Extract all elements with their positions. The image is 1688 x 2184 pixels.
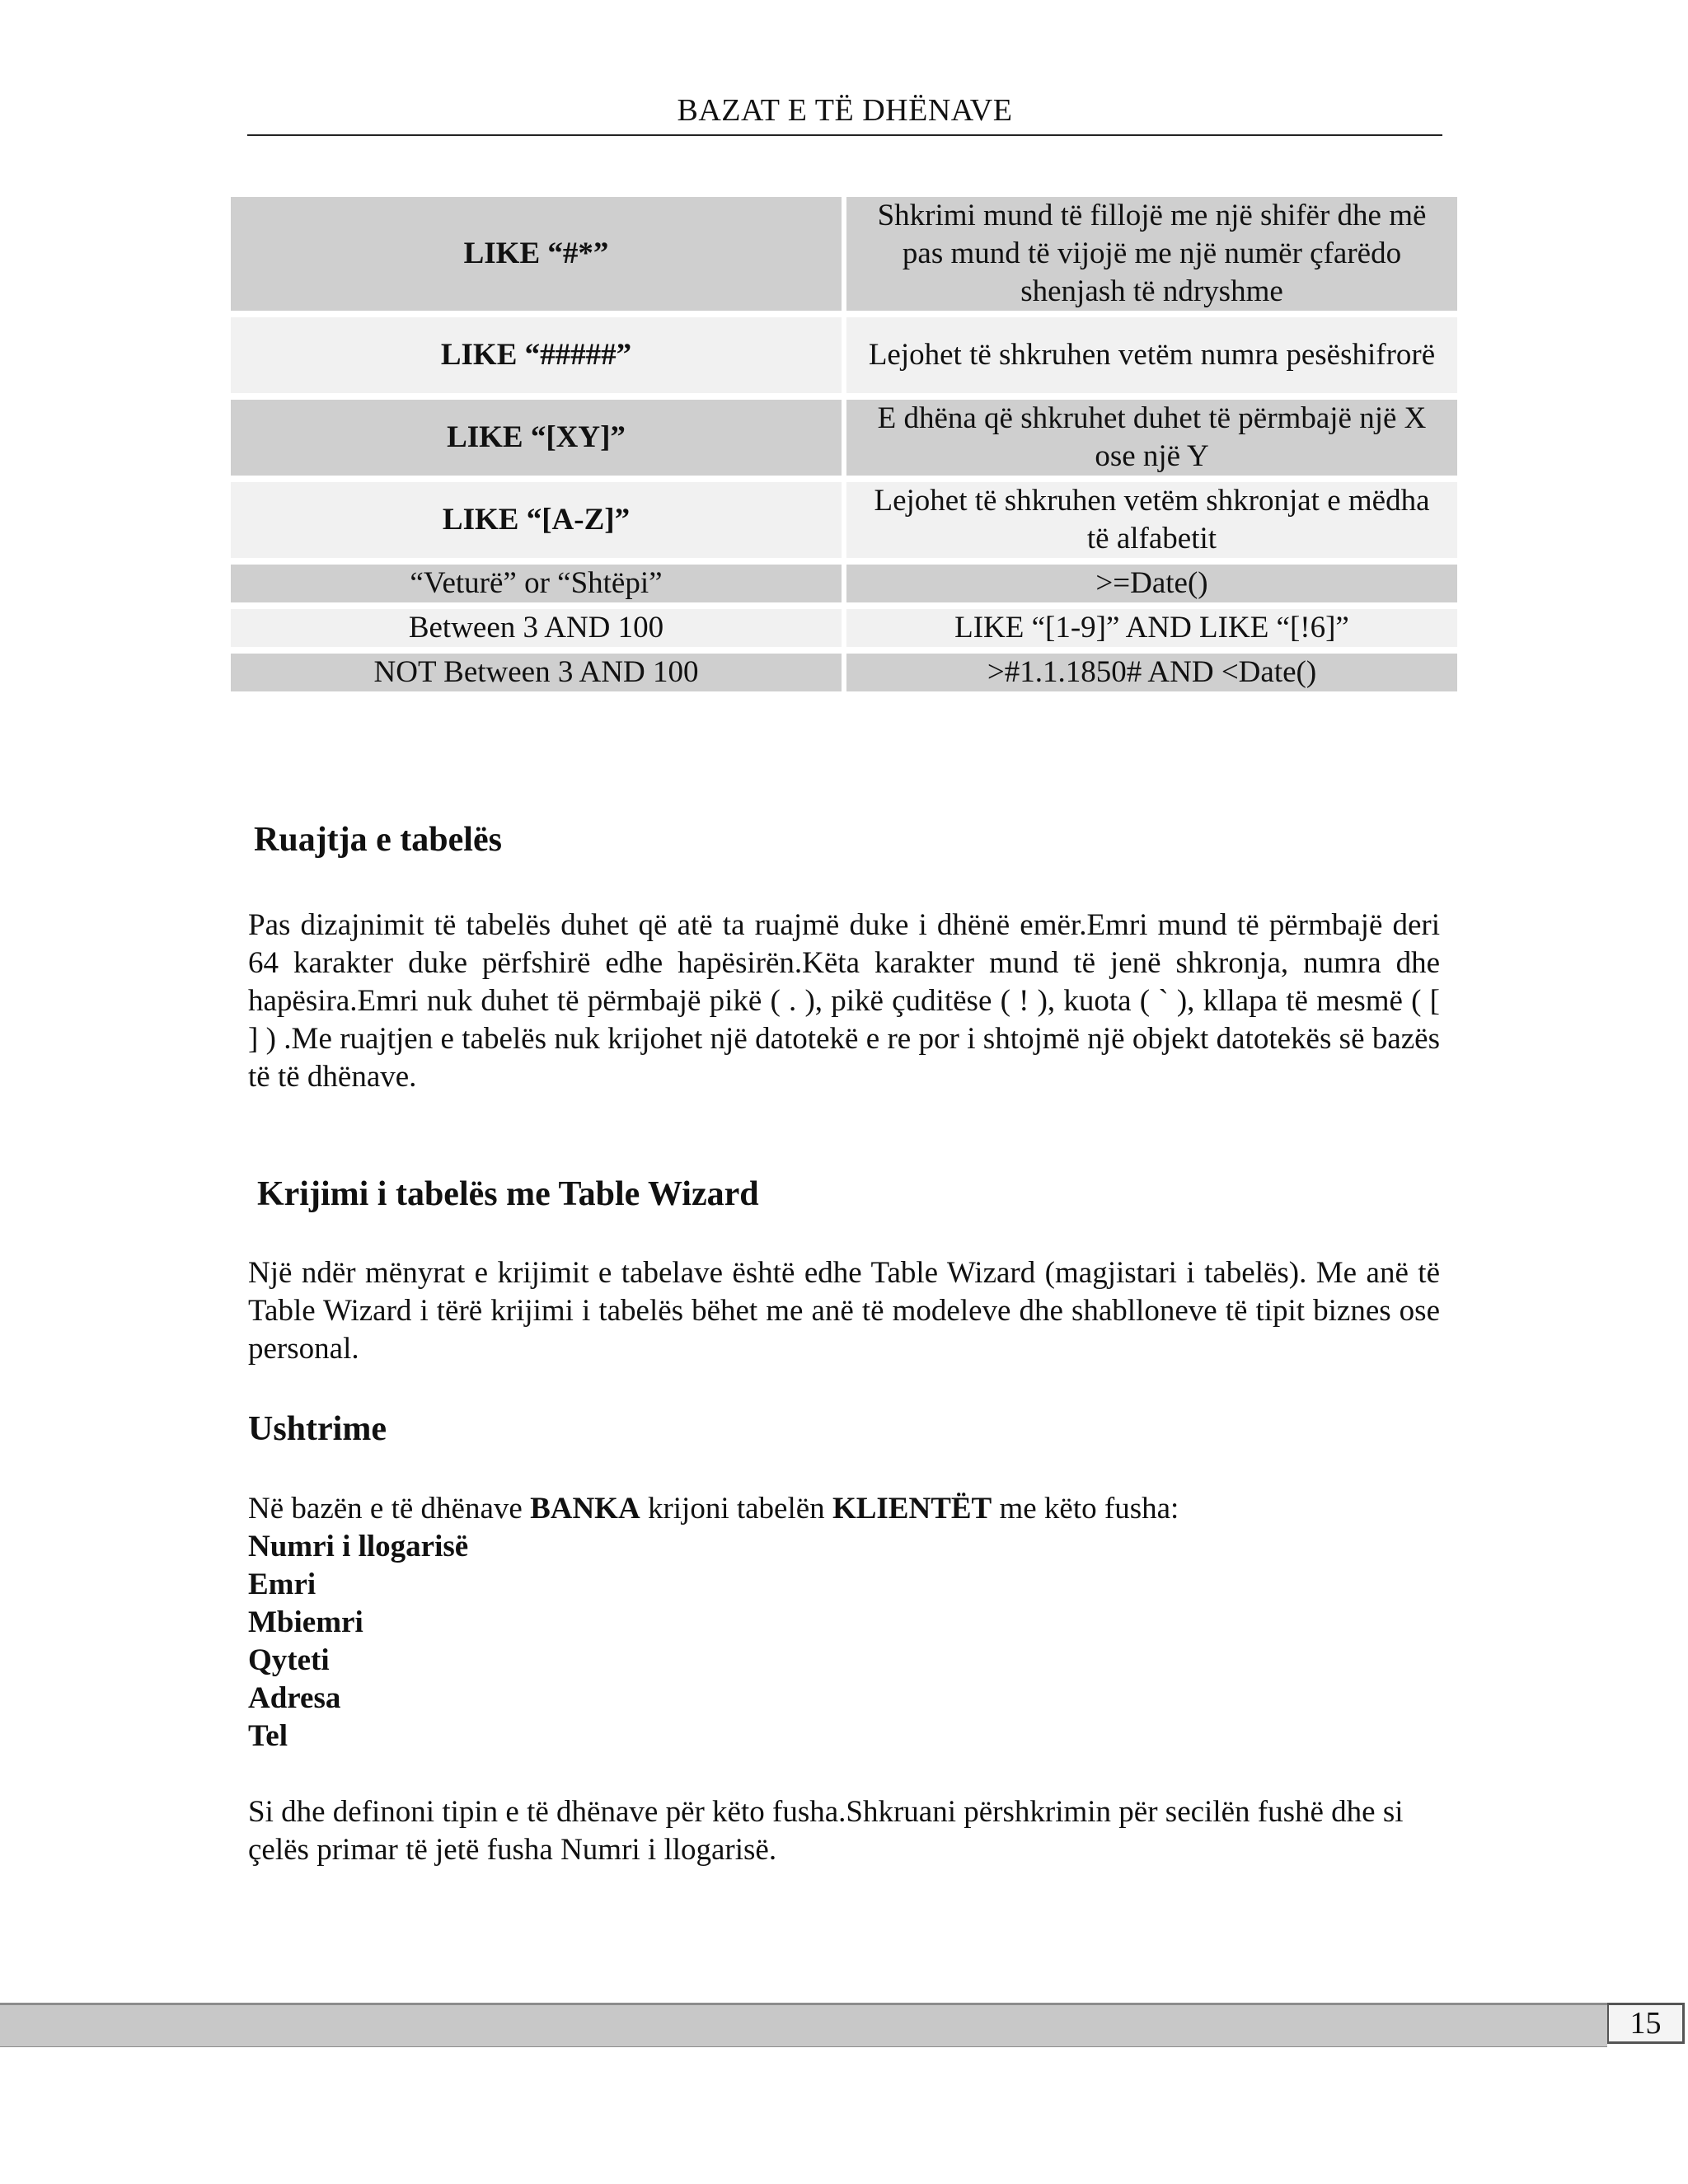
- table-cell-criterion: LIKE “[A-Z]”: [231, 482, 842, 558]
- table-cell-description: E dhëna që shkruhet duhet të përmbajë një X ose një Y: [846, 400, 1457, 476]
- field-item: Qyteti: [248, 1643, 330, 1677]
- paragraph-wizard: Një ndër mënyrat e krijimit e tabelave është edhe Table Wizard (magjistari i tabelës). Me anë të Table Wizard i tërë krijimi i tabelës bëhet me anë të modeleve dhe shablloneve të tipit biznes ose personal.: [248, 1256, 1440, 1366]
- table-row: [231, 197, 1457, 311]
- exercise-intro-text: Në bazën e të dhënave: [248, 1492, 531, 1526]
- field-item: Emri: [248, 1568, 316, 1601]
- table-cell-criterion: LIKE “#*”: [231, 197, 842, 311]
- section-heading-wizard: Krijimi i tabelës me Table Wizard: [257, 1175, 759, 1213]
- table-row: [231, 609, 1457, 647]
- table-cell-criterion-alt: >=Date(): [846, 565, 1457, 602]
- exercise-intro-text: me këto fusha:: [992, 1492, 1179, 1526]
- table-cell-criterion: “Veturë” or “Shtëpi”: [231, 565, 842, 602]
- table-row: [231, 654, 1457, 691]
- database-name: BANKA: [530, 1492, 640, 1526]
- table-cell-criterion-alt: >#1.1.1850# AND <Date(): [846, 654, 1457, 691]
- table-cell-description: Lejohet të shkruhen vetëm numra pesëshifrorë: [846, 317, 1457, 393]
- table-cell-criterion: LIKE “[XY]”: [231, 400, 842, 476]
- field-item: Mbiemri: [248, 1605, 363, 1639]
- table-cell-criterion: Between 3 AND 100: [231, 609, 842, 647]
- running-header: BAZAT E TË DHËNAVE: [677, 93, 1013, 128]
- table-cell-criterion: LIKE “#####”: [231, 317, 842, 393]
- field-item: Tel: [248, 1719, 288, 1753]
- table-row: [231, 400, 1457, 476]
- table-cell-description: Lejohet të shkruhen vetëm shkronjat e mëdha të alfabetit: [846, 482, 1457, 558]
- field-item: Adresa: [248, 1681, 341, 1715]
- field-item: Numri i llogarisë: [248, 1530, 469, 1563]
- section-heading-exercises: Ushtrime: [248, 1410, 387, 1448]
- page-number: 15: [1607, 2003, 1685, 2044]
- header-rule: [247, 134, 1442, 136]
- criteria-table: [231, 197, 1457, 698]
- exercise-intro: [248, 1490, 1179, 1528]
- footer-bar: [0, 2003, 1607, 2047]
- table-cell-description: Shkrimi mund të fillojë me një shifër dhe më pas mund të vijojë me një numër çfarëdo shenjash të ndryshme: [846, 197, 1457, 311]
- table-cell-criterion: NOT Between 3 AND 100: [231, 654, 842, 691]
- paragraph-closing: Si dhe definoni tipin e të dhënave për këto fusha.Shkruani përshkrimin për secilën fushë dhe si çelës primar të jetë fusha Numri i llogarisë.: [248, 1795, 1404, 1867]
- exercise-intro-text: krijoni tabelën: [640, 1492, 832, 1526]
- table-row: [231, 482, 1457, 558]
- table-row: [231, 317, 1457, 393]
- table-cell-criterion-alt: LIKE “[1-9]” AND LIKE “[!6]”: [846, 609, 1457, 647]
- table-row: [231, 565, 1457, 602]
- section-heading-save: Ruajtja e tabelës: [254, 821, 502, 859]
- paragraph-save: Pas dizajnimit të tabelës duhet që atë ta ruajmë duke i dhënë emër.Emri mund të përmbajë deri 64 karakter duke përfshirë edhe hapësirën.Këta karakter mund të jenë shkronja, numra dhe hapësira.Emri nuk duhet të përmbajë pikë ( . ), pikë çuditëse ( ! ), kuota ( ` ), kllapa të mesmë ( [ ] ) .Me ruajtjen e tabelës nuk krijohet një datotekë e re por i shtojmë një objekt datotekës së bazës të të dhënave.: [248, 908, 1440, 1094]
- table-name: KLIENTËT: [832, 1492, 992, 1526]
